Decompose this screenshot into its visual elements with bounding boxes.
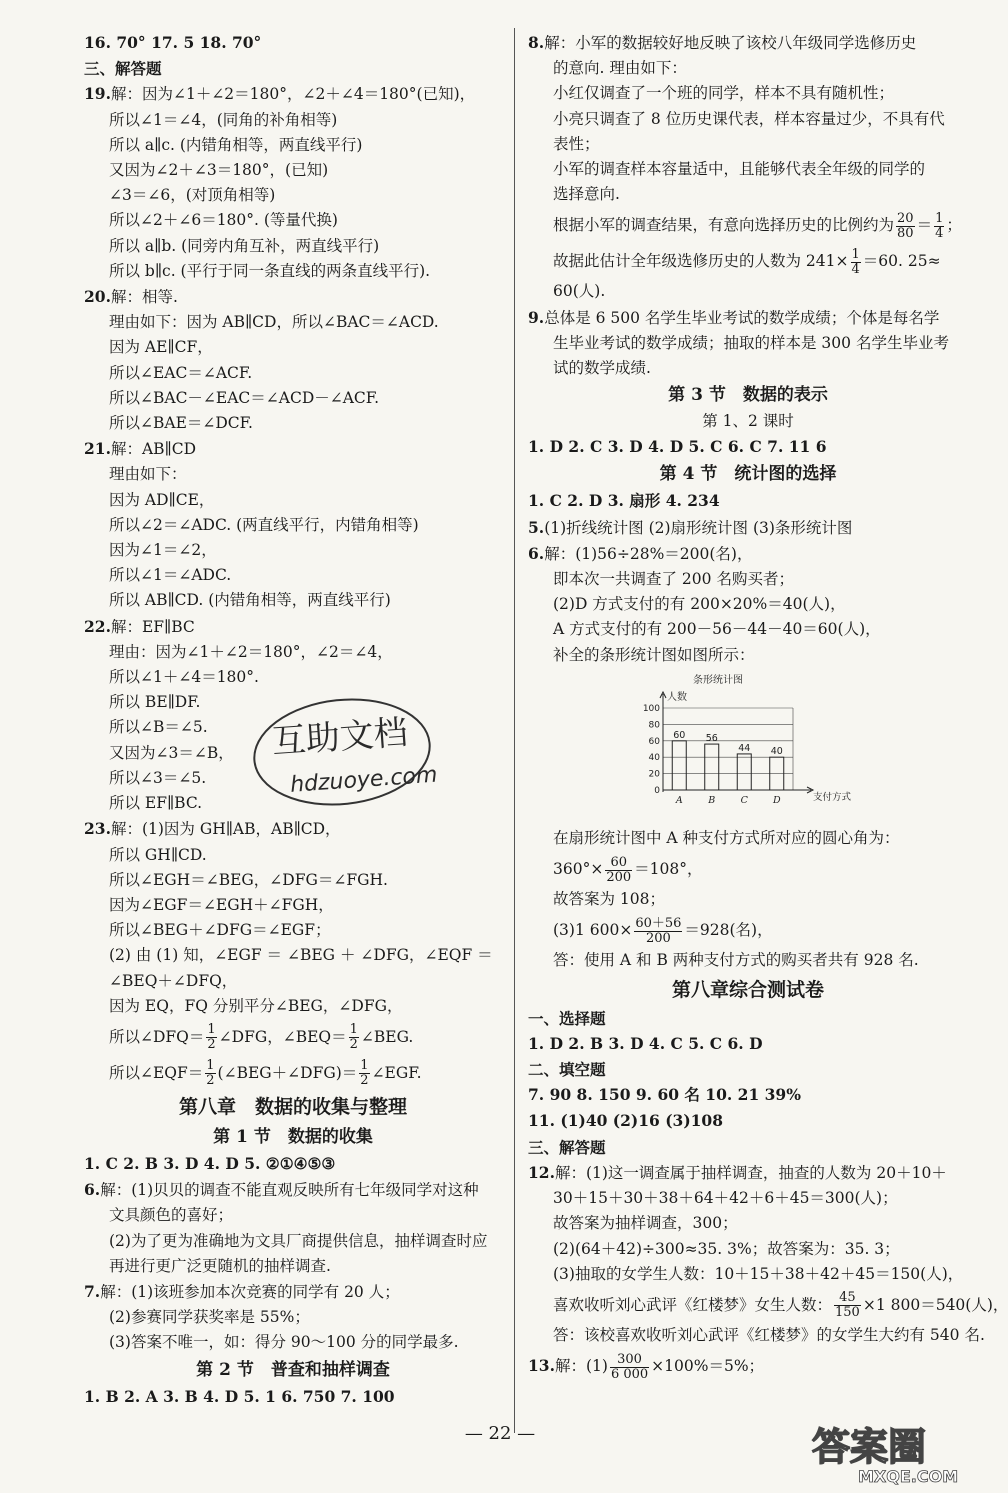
- answer-line: [84, 158, 502, 183]
- question-number: 6.: [84, 1180, 101, 1200]
- answer-text: ∠BEG.: [360, 1027, 414, 1046]
- answer-text: 文具颜色的喜好；: [109, 1206, 234, 1225]
- math-line: [528, 1287, 1008, 1323]
- fraction-numerator: 20: [897, 210, 914, 226]
- answer-line: [84, 563, 502, 588]
- fraction-numerator: 1: [851, 246, 860, 262]
- question-number: 21.: [84, 439, 111, 459]
- answer-text: 所以∠1＝∠ADC.: [109, 566, 232, 585]
- answer-text: 所以∠DFQ＝: [109, 1027, 205, 1046]
- answer-text: 试的数学成绩.: [553, 359, 651, 378]
- answer-line: [528, 1031, 968, 1057]
- answer-text: (2)(64＋42)÷300≈35. 3%；故答案为：35. 3；: [553, 1239, 900, 1258]
- svg-text:答案圈: 答案圈: [812, 1425, 927, 1469]
- data-label: 44: [738, 742, 751, 754]
- x-tick-label: C: [740, 794, 748, 806]
- chart-container: [528, 672, 968, 820]
- answer-text: 解：(1)这一调查属于抽样调查，抽查的人数为 20＋10＋: [554, 1163, 947, 1182]
- answer-text: 小军的调查样本容量适中，且能够代表全年级的同学的: [553, 160, 926, 179]
- heading-text: 第 3 节 数据的表示: [668, 385, 828, 406]
- fraction: [634, 917, 682, 946]
- fraction: [834, 1291, 861, 1320]
- answer-text: ；: [946, 216, 962, 235]
- answer-text: 所以∠B＝∠5.: [109, 718, 208, 737]
- math-line: [528, 1348, 968, 1384]
- answer-line: [84, 1279, 502, 1305]
- question-number: 8.: [528, 33, 545, 52]
- svg-text:MXQE.COM: MXQE.COM: [858, 1467, 959, 1486]
- column-divider: [514, 28, 515, 1433]
- answer-text: 所以∠3＝∠5.: [109, 768, 207, 787]
- answer-line: [84, 994, 502, 1019]
- answer-line: [84, 1384, 502, 1410]
- answer-line: [84, 640, 502, 665]
- answer-text: 表性；: [553, 134, 600, 153]
- answer-line: [84, 335, 502, 360]
- answer-text: 所以 b∥c. (平行于同一条直线的两条直线平行).: [109, 261, 431, 280]
- svg-text:hdzuoye.com: hdzuoye.com: [289, 762, 439, 798]
- answer-text: 所以 a∥b. (同旁内角互补，两直线平行): [109, 236, 380, 255]
- answer-line: [84, 969, 502, 994]
- answer-text: 因为 AD∥CE，: [109, 490, 215, 509]
- math-line: [528, 912, 968, 948]
- answer-line: [84, 816, 502, 842]
- answer-text: 解：(1): [554, 1357, 608, 1376]
- answer-line: [528, 56, 968, 81]
- x-tick-label: D: [772, 794, 781, 806]
- fraction-numerator: 60: [605, 856, 632, 871]
- answer-text: 理由如下：: [109, 465, 187, 484]
- question-number: 23.: [84, 819, 111, 839]
- answer-text: (3)答案不唯一，如：得分 90～100 分的同学最多.: [109, 1333, 459, 1352]
- y-axis-label: 人数: [667, 691, 687, 703]
- answer-line: [528, 1160, 968, 1186]
- fraction: [359, 1059, 369, 1088]
- answer-text: 解：(1)因为 GH∥AB，AB∥CD，: [110, 820, 341, 839]
- question-number: 6.: [528, 543, 545, 563]
- answer-line: [528, 356, 968, 381]
- answer-text: 选择意向.: [553, 185, 620, 204]
- answer-line: [84, 30, 502, 56]
- answer-line: [84, 513, 502, 538]
- question-number: 5.: [528, 517, 545, 537]
- fraction-denominator: 2: [360, 1073, 369, 1089]
- answer-line: [528, 515, 968, 541]
- answer-text: 1. C 2. D 3. 扇形 4. 234: [528, 491, 720, 511]
- answer-text: 解：(1)56÷28%＝200(名)，: [544, 544, 753, 563]
- answer-line: [528, 182, 968, 207]
- answer-line: [84, 1330, 502, 1355]
- y-tick-label: 60: [648, 736, 660, 747]
- question-number: 22.: [84, 616, 111, 636]
- question-number: 19.: [84, 84, 111, 104]
- answer-text: 故答案为抽样调查，300；: [553, 1214, 738, 1233]
- section-heading-text: 二、填空题: [528, 1060, 606, 1080]
- chapter-heading: [528, 409, 968, 434]
- answer-line: [528, 132, 968, 157]
- answer-text: 理由如下：因为 AB∥CD，所以∠BAC＝∠ACD.: [109, 313, 439, 332]
- answer-line: [84, 588, 502, 613]
- question-number: 7.: [84, 1281, 101, 1301]
- y-tick-label: 40: [648, 753, 660, 764]
- answer-text: 故据此估计全年级选修历史的人数为 241×: [553, 252, 849, 271]
- x-tick-label: B: [708, 794, 716, 806]
- answer-text: 解：因为∠1＋∠2＝180°，∠2＋∠4＝180°(已知)，: [110, 85, 476, 104]
- site-logo: [808, 1418, 988, 1488]
- answer-text: 根据小军的调查结果，有意向选择历史的比例约为: [553, 216, 895, 235]
- answer-text: 解：相等.: [110, 288, 178, 307]
- data-label: 60: [673, 729, 686, 741]
- section-heading: [528, 1057, 968, 1082]
- handwritten-watermark: [250, 690, 440, 810]
- answer-text: 360°×: [553, 860, 604, 879]
- answer-line: [84, 310, 502, 335]
- answer-line: [84, 538, 502, 563]
- answer-line: [528, 617, 968, 642]
- answer-text: 答：该校喜欢收听刘心武评《红楼梦》的女学生大约有 540 名.: [553, 1325, 985, 1344]
- answer-text: ∠BEQ＋∠DFQ，: [109, 971, 238, 990]
- right-column: [528, 30, 1008, 1384]
- answer-text: 即本次一共调查了 200 名购买者；: [553, 570, 794, 589]
- fraction-numerator: 1: [349, 1022, 358, 1038]
- answer-text: 解：(1)贝贝的调查不能直观反映所有七年级同学对这种: [100, 1181, 479, 1200]
- heading-text: 第 2 节 普查和抽样调查: [196, 1359, 390, 1380]
- heading-text: 第八章 数据的收集与整理: [178, 1095, 407, 1118]
- data-label: 40: [770, 746, 783, 758]
- answer-line: [84, 665, 502, 690]
- answer-text: 1. D 2. B 3. D 4. C 5. C 6. D: [528, 1033, 763, 1053]
- answer-text: 因为 AE∥CF，: [109, 338, 213, 357]
- answer-line: [528, 826, 968, 851]
- answer-text: 又因为∠3＝∠B，: [109, 743, 234, 762]
- fraction: [934, 212, 944, 241]
- chapter-heading: [528, 381, 968, 409]
- answer-line: [528, 488, 968, 514]
- answer-line: [84, 436, 502, 462]
- question-number: 9.: [528, 307, 545, 327]
- question-number: 12.: [528, 1162, 555, 1182]
- answer-line: [528, 107, 968, 132]
- answer-text: (3)1 600×: [553, 921, 633, 940]
- answer-text: 所以∠1＋∠4＝180°.: [109, 668, 259, 687]
- fraction-denominator: 4: [851, 261, 860, 277]
- y-tick-label: 100: [642, 703, 660, 714]
- answer-line: [84, 1203, 502, 1228]
- answer-text: (∠BEG＋∠DFG)＝: [217, 1063, 358, 1082]
- answer-text: (2)为了更为准确地为文具厂商提供信息，抽样调查时应: [109, 1231, 488, 1250]
- chapter-heading: [84, 1091, 502, 1123]
- fraction: [605, 856, 632, 885]
- answer-text: 补全的条形统计图如图所示：: [553, 645, 755, 664]
- question-number: 13.: [528, 1356, 555, 1376]
- section-heading: [528, 1006, 968, 1031]
- answer-text: 1. C 2. B 3. D 4. D 5. ②①④⑤③: [84, 1153, 336, 1173]
- answer-line: [84, 1151, 502, 1177]
- answer-text: ＝928(名)，: [684, 921, 773, 940]
- heading-text: 第八章综合测试卷: [671, 978, 824, 1001]
- answer-text: (2)参赛同学获奖率是 55%；: [109, 1308, 310, 1327]
- answer-line: [84, 943, 502, 968]
- answer-text: 所以∠EGH＝∠BEG，∠DFG＝∠FGH.: [109, 870, 388, 889]
- fraction: [349, 1023, 359, 1052]
- answer-text: 因为∠1＝∠2，: [109, 541, 217, 560]
- answer-text: 总体是 6 500 名学生毕业考试的数学成绩；个体是每名学: [544, 308, 940, 327]
- fraction-denominator: 6 000: [610, 1366, 649, 1382]
- answer-line: [84, 411, 502, 436]
- fraction-numerator: 1: [935, 210, 944, 226]
- answer-text: 所以∠BAC－∠EAC＝∠ACD－∠ACF.: [109, 388, 380, 407]
- fraction-numerator: 1: [360, 1058, 369, 1074]
- answer-text: 7. 90 8. 150 9. 60 名 10. 21 39%: [528, 1085, 801, 1105]
- page-number: — 22 —: [464, 1423, 536, 1444]
- answer-line: [528, 1237, 968, 1262]
- answer-text: 喜欢收听刘心武评《红楼梦》女生人数：: [553, 1295, 833, 1314]
- fraction-numerator: 1: [206, 1058, 215, 1074]
- fraction: [206, 1023, 216, 1052]
- answer-line: [528, 1082, 968, 1108]
- fraction-denominator: 80: [897, 225, 914, 241]
- answer-text: 所以∠2＋∠6＝180°. (等量代换): [109, 211, 338, 230]
- answer-line: [528, 331, 968, 356]
- math-line: [528, 851, 968, 887]
- section-heading-text: 一、选择题: [528, 1008, 606, 1028]
- math-line: [528, 243, 968, 279]
- heading-text: 第 1、2 课时: [702, 412, 794, 431]
- answer-line: [528, 81, 968, 106]
- answer-text: 所以 AB∥CD. (内错角相等，两直线平行): [109, 591, 391, 610]
- answer-line: [528, 567, 968, 592]
- answer-line: [84, 208, 502, 233]
- answer-text: 所以 a∥c. (内错角相等，两直线平行): [109, 135, 363, 154]
- answer-line: [84, 462, 502, 487]
- answer-text: 1. B 2. A 3. B 4. D 5. 1 6. 750 7. 100: [84, 1386, 395, 1406]
- answer-text: 理由：因为∠1＋∠2＝180°，∠2＝∠4，: [109, 642, 393, 661]
- answer-line: [84, 361, 502, 386]
- answer-line: [528, 1108, 968, 1134]
- answer-text: 所以∠2＝∠ADC. (两直线平行，内错角相等): [109, 515, 419, 534]
- fraction-numerator: 300: [610, 1353, 649, 1368]
- answer-line: [528, 592, 968, 617]
- answer-line: [528, 1186, 968, 1211]
- answer-text: 又因为∠2＋∠3＝180°，(已知): [109, 161, 329, 180]
- answer-text: ×100%＝5%；: [651, 1357, 765, 1376]
- answer-text: 解：EF∥BC: [110, 617, 195, 636]
- answer-line: [84, 284, 502, 310]
- answer-text: 生毕业考试的数学成绩；抽取的样本是 300 名学生毕业考: [553, 333, 949, 352]
- answer-line: [528, 887, 968, 912]
- answer-text: 解：(1)该班参加本次竞赛的同学有 20 人；: [100, 1282, 400, 1301]
- answer-line: [528, 434, 968, 460]
- chapter-heading: [528, 460, 968, 488]
- answer-text: 所以∠EQF＝: [109, 1063, 204, 1082]
- answer-text: ×1 800＝540(人)，: [862, 1295, 1008, 1314]
- section-heading-text: 三、解答题: [84, 59, 162, 79]
- answer-text: (1)折线统计图 (2)扇形统计图 (3)条形统计图: [544, 518, 853, 537]
- answer-line: [84, 1254, 502, 1279]
- chapter-heading: [84, 1123, 502, 1151]
- answer-text: 所以 BE∥DF.: [109, 693, 201, 712]
- answer-text: ∠EGF.: [371, 1063, 422, 1082]
- answer-line: [84, 918, 502, 943]
- answer-text: 1. D 2. C 3. D 4. D 5. C 6. C 7. 11 6: [528, 437, 827, 457]
- y-tick-label: 0: [654, 785, 660, 796]
- answer-line: [84, 868, 502, 893]
- answer-line: [84, 488, 502, 513]
- answer-line: [528, 30, 968, 56]
- answer-line: [84, 1177, 502, 1203]
- bar: [737, 754, 751, 790]
- x-tick-label: A: [675, 794, 683, 806]
- answer-line: [528, 1323, 985, 1348]
- answer-line: [84, 893, 502, 918]
- answer-text: (2) 由 (1) 知，∠EGF ＝ ∠BEG ＋ ∠DFG，∠EQF ＝: [109, 946, 493, 965]
- answer-text: (2)D 方式支付的有 200×20%＝40(人)，: [553, 595, 846, 614]
- fraction-denominator: 200: [606, 869, 632, 885]
- fraction-denominator: 4: [935, 225, 944, 241]
- answer-text: 60(人).: [553, 282, 606, 301]
- answer-text: 小亮只调查了 8 位历史课代表，样本容量过少，不具有代: [553, 109, 945, 128]
- answer-text: 所以∠BEG＋∠DFG＝∠EGF；: [109, 921, 331, 940]
- answer-line: [84, 843, 502, 868]
- fraction-denominator: 2: [206, 1073, 215, 1089]
- data-label: 56: [705, 732, 718, 744]
- fraction-numerator: 60＋56: [635, 915, 682, 931]
- fraction-numerator: 45: [834, 1291, 861, 1306]
- answer-text: (3)抽取的女学生人数：10＋15＋38＋42＋45＝150(人)，: [553, 1264, 964, 1283]
- x-axis-label: 支付方式: [813, 791, 852, 803]
- answer-line: [528, 1262, 968, 1287]
- answer-text: 因为∠EGF＝∠EGH＋∠FGH，: [109, 895, 334, 914]
- chart-title: 条形统计图: [693, 674, 743, 686]
- math-line: [84, 1055, 502, 1091]
- answer-line: [528, 1211, 968, 1236]
- answer-text: 解：AB∥CD: [110, 440, 196, 459]
- answer-line: [84, 614, 502, 640]
- chapter-heading: [528, 974, 968, 1006]
- answer-line: [84, 259, 502, 284]
- answer-text: 所以∠EAC＝∠ACF.: [109, 363, 253, 382]
- answer-line: [84, 1305, 502, 1330]
- answer-text: 小红仅调查了一个班的同学，样本不具有随机性；: [553, 84, 895, 103]
- answer-line: [84, 133, 502, 158]
- math-line: [84, 1019, 502, 1055]
- answer-text: 11. (1)40 (2)16 (3)108: [528, 1111, 724, 1131]
- fraction-denominator: 2: [207, 1037, 216, 1053]
- answer-text: ＝108°，: [634, 860, 703, 879]
- answer-text: 故答案为 108；: [553, 890, 666, 909]
- answer-line: [84, 234, 502, 259]
- answer-line: [84, 108, 502, 133]
- answer-text: 答：使用 A 和 B 两种支付方式的购买者共有 928 名.: [553, 951, 919, 970]
- answer-text: A 方式支付的有 200－56－44－40＝60(人)，: [553, 620, 881, 639]
- question-number: 20.: [84, 287, 111, 307]
- answer-text: 解：小军的数据较好地反映了该校八年级同学选修历史: [544, 34, 917, 52]
- answer-line: [528, 948, 968, 973]
- answer-line: [84, 1229, 502, 1254]
- chapter-heading: [84, 1356, 502, 1384]
- bar: [705, 744, 719, 790]
- answer-line: [84, 81, 502, 107]
- answer-line: [528, 541, 968, 567]
- answer-text: 30＋15＋30＋38＋64＋42＋6＋45＝300(人)；: [553, 1189, 898, 1208]
- answer-text: 因为 EQ，FQ 分别平分∠BEG，∠DFG，: [109, 996, 403, 1015]
- fraction: [851, 248, 861, 277]
- answer-text: ＝: [916, 216, 933, 235]
- fraction-numerator: 1: [207, 1022, 216, 1038]
- answer-text: ∠DFG，∠BEQ＝: [218, 1027, 347, 1046]
- svg-text:互助文档: 互助文档: [270, 712, 410, 763]
- answer-text: ＝60. 25≈: [862, 252, 941, 271]
- fraction-denominator: 200: [645, 930, 671, 946]
- fraction-denominator: 150: [835, 1305, 860, 1321]
- bar: [672, 741, 686, 790]
- answer-line: [528, 279, 968, 304]
- heading-text: 第 1 节 数据的收集: [213, 1126, 373, 1147]
- answer-text: 所以 EF∥BC.: [109, 794, 203, 813]
- section-heading-text: 三、解答题: [528, 1137, 606, 1157]
- answer-text: 的意向. 理由如下：: [553, 59, 687, 78]
- answer-text: 在扇形统计图中 A 种支付方式所对应的圆心角为：: [553, 829, 900, 848]
- section-heading: [528, 1135, 968, 1160]
- bar-chart: [638, 672, 852, 812]
- answer-text: 所以 GH∥CD.: [109, 845, 207, 864]
- answer-text: 所以∠BAE＝∠DCF.: [109, 414, 253, 433]
- fraction: [610, 1353, 649, 1382]
- answer-line: [528, 157, 968, 182]
- fraction: [205, 1059, 215, 1088]
- fraction: [896, 212, 915, 241]
- heading-text: 第 4 节 统计图的选择: [659, 464, 837, 485]
- fraction-denominator: 2: [349, 1037, 358, 1053]
- section-heading: [84, 56, 502, 81]
- y-tick-label: 80: [648, 720, 660, 731]
- answer-line: [528, 643, 968, 668]
- answer-line: [84, 183, 502, 208]
- answer-text: 所以∠1＝∠4，(同角的补角相等): [109, 110, 338, 129]
- answer-line: [528, 305, 968, 331]
- y-tick-label: 20: [648, 769, 660, 780]
- math-line: [528, 207, 968, 243]
- answer-line: [84, 386, 502, 411]
- answer-text: 16. 70° 17. 5 18. 70°: [84, 33, 262, 52]
- answer-text: ∠3＝∠6，(对顶角相等): [109, 186, 276, 205]
- answer-text: 再进行更广泛更随机的抽样调查.: [109, 1256, 331, 1275]
